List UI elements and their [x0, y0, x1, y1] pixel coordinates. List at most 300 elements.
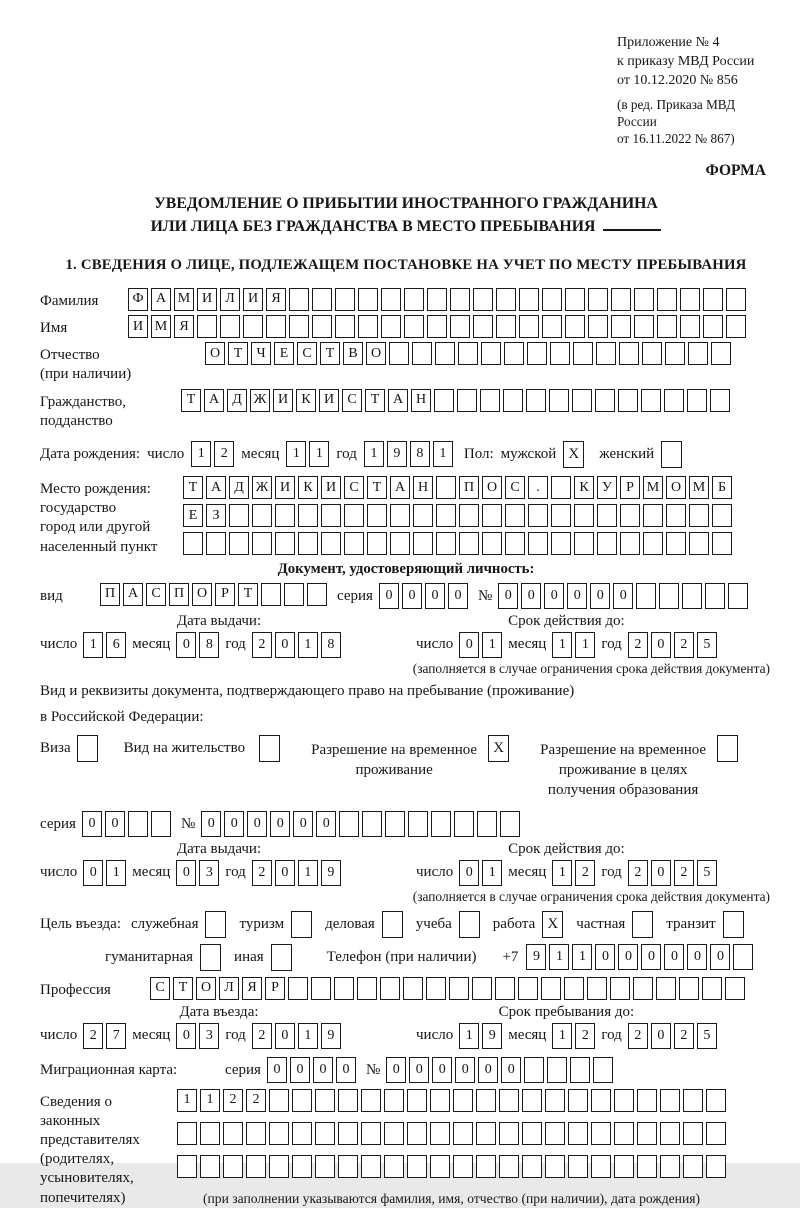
representatives-row2-cell[interactable] [407, 1122, 427, 1145]
profession-cell[interactable] [380, 977, 400, 1000]
profession-cell[interactable] [334, 977, 354, 1000]
birthplace-row3-cell[interactable] [712, 532, 732, 555]
birthplace-row3-cell[interactable] [275, 532, 295, 555]
surname-cell[interactable] [335, 288, 355, 311]
representatives-row3-cell[interactable] [591, 1155, 611, 1178]
birthplace-row1-cell[interactable]: К [574, 476, 594, 499]
name-cell[interactable] [381, 315, 401, 338]
year-cell[interactable]: 9 [321, 860, 341, 886]
name-cell[interactable] [220, 315, 240, 338]
year-cell[interactable]: 2 [252, 860, 272, 886]
profession-cell[interactable] [702, 977, 722, 1000]
birthplace-row2-cell[interactable] [482, 504, 502, 527]
year-cell[interactable]: 0 [651, 632, 671, 658]
representatives-row1-cell[interactable]: 1 [200, 1089, 220, 1112]
patronymic-cell[interactable] [481, 342, 501, 365]
identity-doc-series-cell[interactable]: 0 [379, 583, 399, 609]
identity-doc-number-cell[interactable]: 0 [613, 583, 633, 609]
birthplace-row1-cell[interactable]: Ж [252, 476, 272, 499]
month-cell[interactable]: 1 [552, 1023, 572, 1049]
identity-doc-number-cell[interactable] [705, 583, 725, 609]
name-cell[interactable] [335, 315, 355, 338]
representatives-row1-cell[interactable] [361, 1089, 381, 1112]
surname-cell[interactable]: Я [266, 288, 286, 311]
residence-doc-number-cell[interactable]: 0 [201, 811, 221, 837]
profession-cell[interactable] [541, 977, 561, 1000]
surname-cell[interactable] [312, 288, 332, 311]
representatives-row1-cell[interactable] [545, 1089, 565, 1112]
surname-cell[interactable] [427, 288, 447, 311]
profession-cell[interactable]: Р [265, 977, 285, 1000]
birthplace-row3-cell[interactable] [505, 532, 525, 555]
profession-cell[interactable] [357, 977, 377, 1000]
day-cell[interactable]: 6 [106, 632, 126, 658]
representatives-row3-cell[interactable] [361, 1155, 381, 1178]
birthdate-year-cell[interactable]: 9 [387, 441, 407, 467]
patronymic-cell[interactable] [389, 342, 409, 365]
patronymic-cell[interactable] [619, 342, 639, 365]
year-cell[interactable]: 2 [674, 632, 694, 658]
phone-cell[interactable]: 1 [549, 944, 569, 970]
phone-cell[interactable]: 0 [664, 944, 684, 970]
profession-cell[interactable]: Я [242, 977, 262, 1000]
patronymic-cell[interactable] [458, 342, 478, 365]
representatives-row1-cell[interactable]: 2 [246, 1089, 266, 1112]
patronymic-cell[interactable] [665, 342, 685, 365]
birthplace-row2-cell[interactable] [390, 504, 410, 527]
representatives-row3-cell[interactable] [407, 1155, 427, 1178]
name-cell[interactable] [450, 315, 470, 338]
patronymic-cell[interactable]: Т [228, 342, 248, 365]
representatives-row1-cell[interactable] [568, 1089, 588, 1112]
birthdate-year-cell[interactable]: 1 [364, 441, 384, 467]
birthplace-row2-cell[interactable] [620, 504, 640, 527]
representatives-row1-cell[interactable] [660, 1089, 680, 1112]
birthplace-row1-cell[interactable]: Д [229, 476, 249, 499]
surname-cell[interactable] [289, 288, 309, 311]
birthdate-month-cell[interactable]: 1 [309, 441, 329, 467]
surname-cell[interactable] [404, 288, 424, 311]
citizenship-cell[interactable]: А [204, 389, 224, 412]
citizenship-cell[interactable]: А [388, 389, 408, 412]
day-cell[interactable]: 1 [106, 860, 126, 886]
month-cell[interactable]: 3 [199, 860, 219, 886]
representatives-row3-cell[interactable] [683, 1155, 703, 1178]
birthdate-month-cell[interactable]: 1 [286, 441, 306, 467]
citizenship-cell[interactable]: И [273, 389, 293, 412]
year-cell[interactable]: 9 [321, 1023, 341, 1049]
month-cell[interactable]: 0 [176, 860, 196, 886]
profession-cell[interactable] [449, 977, 469, 1000]
patronymic-cell[interactable] [504, 342, 524, 365]
representatives-row1-cell[interactable] [499, 1089, 519, 1112]
identity-doc-kind-cell[interactable]: П [169, 583, 189, 606]
profession-cell[interactable]: С [150, 977, 170, 1000]
representatives-row3-cell[interactable] [292, 1155, 312, 1178]
name-cell[interactable]: И [128, 315, 148, 338]
residence-doc-number-cell[interactable] [477, 811, 497, 837]
citizenship-cell[interactable] [549, 389, 569, 412]
representatives-row2-cell[interactable] [246, 1122, 266, 1145]
residence-doc-number-cell[interactable] [408, 811, 428, 837]
inaya-cell[interactable] [271, 944, 292, 971]
representatives-row1-cell[interactable] [706, 1089, 726, 1112]
birthplace-row2-cell[interactable] [367, 504, 387, 527]
name-cell[interactable] [404, 315, 424, 338]
citizenship-cell[interactable] [595, 389, 615, 412]
residence-doc-number-cell[interactable] [362, 811, 382, 837]
name-cell[interactable] [312, 315, 332, 338]
birthplace-row2-cell[interactable] [643, 504, 663, 527]
residence-doc-number-cell[interactable]: 0 [224, 811, 244, 837]
birthplace-row1-cell[interactable]: К [298, 476, 318, 499]
name-cell[interactable] [358, 315, 378, 338]
sex-male-cell[interactable]: X [563, 441, 584, 468]
profession-cell[interactable] [725, 977, 745, 1000]
year-cell[interactable]: 0 [275, 1023, 295, 1049]
residence-doc-number-cell[interactable] [431, 811, 451, 837]
representatives-row1-cell[interactable] [476, 1089, 496, 1112]
birthplace-row3-cell[interactable] [229, 532, 249, 555]
representatives-row1-cell[interactable] [384, 1089, 404, 1112]
representatives-row3-cell[interactable] [269, 1155, 289, 1178]
representatives-row2-cell[interactable] [683, 1122, 703, 1145]
birthplace-row3-cell[interactable] [620, 532, 640, 555]
representatives-row1-cell[interactable] [522, 1089, 542, 1112]
representatives-row1-cell[interactable] [338, 1089, 358, 1112]
birthplace-row1-cell[interactable]: Н [413, 476, 433, 499]
representatives-row2-cell[interactable] [338, 1122, 358, 1145]
birthplace-row1-cell[interactable]: П [459, 476, 479, 499]
tranzit-cell[interactable] [723, 911, 744, 938]
representatives-row2-cell[interactable] [200, 1122, 220, 1145]
representatives-row2-cell[interactable] [384, 1122, 404, 1145]
representatives-row2-cell[interactable] [223, 1122, 243, 1145]
birthplace-row2-cell[interactable] [574, 504, 594, 527]
surname-cell[interactable] [496, 288, 516, 311]
birthplace-row1-cell[interactable]: Б [712, 476, 732, 499]
residence-permit-cell[interactable] [259, 735, 280, 762]
identity-doc-number-cell[interactable] [682, 583, 702, 609]
birthplace-row1-cell[interactable]: М [689, 476, 709, 499]
surname-cell[interactable] [381, 288, 401, 311]
surname-cell[interactable] [680, 288, 700, 311]
birthdate-year-cell[interactable]: 8 [410, 441, 430, 467]
representatives-row2-cell[interactable] [522, 1122, 542, 1145]
birthplace-row3-cell[interactable] [413, 532, 433, 555]
representatives-row3-cell[interactable] [338, 1155, 358, 1178]
birthdate-day-cell[interactable]: 2 [214, 441, 234, 467]
migration-series-cell[interactable]: 0 [267, 1057, 287, 1083]
birthplace-row3-cell[interactable] [459, 532, 479, 555]
phone-cell[interactable]: 1 [572, 944, 592, 970]
year-cell[interactable]: 2 [628, 1023, 648, 1049]
birthplace-row1-cell[interactable] [436, 476, 456, 499]
representatives-row3-cell[interactable] [430, 1155, 450, 1178]
migration-number-cell[interactable]: 0 [501, 1057, 521, 1083]
day-cell[interactable]: 1 [459, 1023, 479, 1049]
profession-cell[interactable] [564, 977, 584, 1000]
patronymic-cell[interactable]: С [297, 342, 317, 365]
representatives-row2-cell[interactable] [545, 1122, 565, 1145]
year-cell[interactable]: 5 [697, 632, 717, 658]
year-cell[interactable]: 2 [252, 1023, 272, 1049]
citizenship-cell[interactable] [480, 389, 500, 412]
surname-cell[interactable]: А [151, 288, 171, 311]
name-cell[interactable] [565, 315, 585, 338]
identity-doc-number-cell[interactable]: 0 [498, 583, 518, 609]
surname-cell[interactable] [473, 288, 493, 311]
month-cell[interactable]: 0 [176, 1023, 196, 1049]
surname-cell[interactable]: Л [220, 288, 240, 311]
name-cell[interactable] [703, 315, 723, 338]
year-cell[interactable]: 0 [651, 860, 671, 886]
birthplace-row3-cell[interactable] [321, 532, 341, 555]
birthplace-row2-cell[interactable] [505, 504, 525, 527]
migration-number-cell[interactable] [593, 1057, 613, 1083]
birthplace-row1-cell[interactable]: А [390, 476, 410, 499]
sluzhebnaya-cell[interactable] [205, 911, 226, 938]
representatives-row2-cell[interactable] [315, 1122, 335, 1145]
month-cell[interactable]: 8 [199, 632, 219, 658]
migration-number-cell[interactable] [524, 1057, 544, 1083]
identity-doc-kind-cell[interactable]: С [146, 583, 166, 606]
birthplace-row3-cell[interactable] [298, 532, 318, 555]
birthplace-row1-cell[interactable]: У [597, 476, 617, 499]
profession-cell[interactable] [403, 977, 423, 1000]
profession-cell[interactable] [610, 977, 630, 1000]
birthdate-year-cell[interactable]: 1 [433, 441, 453, 467]
identity-doc-number-cell[interactable]: 0 [521, 583, 541, 609]
birthplace-row2-cell[interactable] [666, 504, 686, 527]
surname-cell[interactable] [657, 288, 677, 311]
year-cell[interactable]: 8 [321, 632, 341, 658]
representatives-row2-cell[interactable] [453, 1122, 473, 1145]
day-cell[interactable]: 0 [83, 860, 103, 886]
identity-doc-number-cell[interactable]: 0 [590, 583, 610, 609]
name-cell[interactable]: М [151, 315, 171, 338]
representatives-row3-cell[interactable] [660, 1155, 680, 1178]
birthplace-row2-cell[interactable] [275, 504, 295, 527]
phone-cell[interactable]: 0 [618, 944, 638, 970]
identity-doc-kind-cell[interactable] [284, 583, 304, 606]
birthplace-row1-cell[interactable]: И [321, 476, 341, 499]
birthplace-row2-cell[interactable]: Е [183, 504, 203, 527]
migration-number-cell[interactable]: 0 [409, 1057, 429, 1083]
birthplace-row2-cell[interactable] [528, 504, 548, 527]
citizenship-cell[interactable] [710, 389, 730, 412]
year-cell[interactable]: 0 [651, 1023, 671, 1049]
identity-doc-number-cell[interactable]: 0 [567, 583, 587, 609]
name-cell[interactable] [473, 315, 493, 338]
citizenship-cell[interactable]: Т [365, 389, 385, 412]
representatives-row3-cell[interactable] [223, 1155, 243, 1178]
name-cell[interactable] [496, 315, 516, 338]
citizenship-cell[interactable]: С [342, 389, 362, 412]
birthdate-day-cell[interactable]: 1 [191, 441, 211, 467]
surname-cell[interactable] [726, 288, 746, 311]
identity-doc-kind-cell[interactable]: П [100, 583, 120, 606]
surname-cell[interactable] [565, 288, 585, 311]
patronymic-cell[interactable] [642, 342, 662, 365]
identity-doc-number-cell[interactable] [728, 583, 748, 609]
residence-doc-number-cell[interactable] [500, 811, 520, 837]
name-cell[interactable] [266, 315, 286, 338]
name-cell[interactable] [542, 315, 562, 338]
representatives-row2-cell[interactable] [177, 1122, 197, 1145]
citizenship-cell[interactable]: Ж [250, 389, 270, 412]
migration-number-cell[interactable]: 0 [478, 1057, 498, 1083]
surname-cell[interactable]: И [243, 288, 263, 311]
citizenship-cell[interactable]: Т [181, 389, 201, 412]
year-cell[interactable]: 5 [697, 1023, 717, 1049]
birthplace-row2-cell[interactable] [229, 504, 249, 527]
patronymic-cell[interactable] [596, 342, 616, 365]
year-cell[interactable]: 1 [298, 632, 318, 658]
birthplace-row3-cell[interactable] [528, 532, 548, 555]
birthplace-row2-cell[interactable] [344, 504, 364, 527]
phone-cell[interactable]: 0 [595, 944, 615, 970]
patronymic-cell[interactable]: В [343, 342, 363, 365]
ucheba-cell[interactable] [459, 911, 480, 938]
representatives-row2-cell[interactable] [361, 1122, 381, 1145]
birthplace-row2-cell[interactable]: З [206, 504, 226, 527]
representatives-row2-cell[interactable] [591, 1122, 611, 1145]
surname-cell[interactable] [634, 288, 654, 311]
representatives-row2-cell[interactable] [568, 1122, 588, 1145]
representatives-row1-cell[interactable] [453, 1089, 473, 1112]
birthplace-row3-cell[interactable] [643, 532, 663, 555]
surname-cell[interactable] [703, 288, 723, 311]
residence-doc-number-cell[interactable]: 0 [270, 811, 290, 837]
citizenship-cell[interactable]: И [319, 389, 339, 412]
birthplace-row1-cell[interactable]: О [666, 476, 686, 499]
birthplace-row3-cell[interactable] [206, 532, 226, 555]
representatives-row3-cell[interactable] [614, 1155, 634, 1178]
name-cell[interactable] [634, 315, 654, 338]
day-cell[interactable]: 2 [83, 1023, 103, 1049]
migration-series-cell[interactable]: 0 [290, 1057, 310, 1083]
birthplace-row3-cell[interactable] [183, 532, 203, 555]
representatives-row3-cell[interactable] [453, 1155, 473, 1178]
birthplace-row1-cell[interactable]: Р [620, 476, 640, 499]
representatives-row3-cell[interactable] [315, 1155, 335, 1178]
day-cell[interactable]: 0 [459, 632, 479, 658]
identity-doc-kind-cell[interactable] [307, 583, 327, 606]
patronymic-cell[interactable] [711, 342, 731, 365]
patronymic-cell[interactable]: Ч [251, 342, 271, 365]
surname-cell[interactable] [519, 288, 539, 311]
birthplace-row2-cell[interactable] [689, 504, 709, 527]
residence-doc-number-cell[interactable]: 0 [247, 811, 267, 837]
identity-doc-kind-cell[interactable]: Р [215, 583, 235, 606]
visa-cell[interactable] [77, 735, 98, 762]
representatives-row2-cell[interactable] [614, 1122, 634, 1145]
birthplace-row3-cell[interactable] [436, 532, 456, 555]
representatives-row3-cell[interactable] [200, 1155, 220, 1178]
birthplace-row2-cell[interactable] [252, 504, 272, 527]
identity-doc-number-cell[interactable] [659, 583, 679, 609]
representatives-row3-cell[interactable] [499, 1155, 519, 1178]
birthplace-row1-cell[interactable]: М [643, 476, 663, 499]
year-cell[interactable]: 0 [275, 860, 295, 886]
patronymic-cell[interactable] [527, 342, 547, 365]
representatives-row2-cell[interactable] [430, 1122, 450, 1145]
birthplace-row2-cell[interactable] [298, 504, 318, 527]
temp-residence-education-cell[interactable] [717, 735, 738, 762]
birthplace-row1-cell[interactable]: С [344, 476, 364, 499]
representatives-row3-cell[interactable] [637, 1155, 657, 1178]
residence-doc-series-cell[interactable]: 0 [82, 811, 102, 837]
surname-cell[interactable] [611, 288, 631, 311]
residence-doc-number-cell[interactable] [385, 811, 405, 837]
day-cell[interactable]: 1 [482, 860, 502, 886]
birthplace-row1-cell[interactable]: . [528, 476, 548, 499]
birthplace-row1-cell[interactable]: А [206, 476, 226, 499]
birthplace-row1-cell[interactable]: С [505, 476, 525, 499]
patronymic-cell[interactable]: О [366, 342, 386, 365]
birthplace-row3-cell[interactable] [597, 532, 617, 555]
month-cell[interactable]: 0 [176, 632, 196, 658]
name-cell[interactable] [243, 315, 263, 338]
representatives-row1-cell[interactable] [407, 1089, 427, 1112]
day-cell[interactable]: 0 [459, 860, 479, 886]
identity-doc-kind-cell[interactable]: Т [238, 583, 258, 606]
name-cell[interactable] [289, 315, 309, 338]
residence-doc-number-cell[interactable]: 0 [316, 811, 336, 837]
migration-number-cell[interactable]: 0 [455, 1057, 475, 1083]
profession-cell[interactable] [288, 977, 308, 1000]
birthplace-row3-cell[interactable] [252, 532, 272, 555]
birthplace-row1-cell[interactable]: Т [183, 476, 203, 499]
surname-cell[interactable]: Ф [128, 288, 148, 311]
profession-cell[interactable] [472, 977, 492, 1000]
migration-number-cell[interactable]: 0 [386, 1057, 406, 1083]
representatives-row1-cell[interactable] [315, 1089, 335, 1112]
citizenship-cell[interactable] [572, 389, 592, 412]
profession-cell[interactable] [518, 977, 538, 1000]
patronymic-cell[interactable]: Е [274, 342, 294, 365]
year-cell[interactable]: 1 [298, 860, 318, 886]
citizenship-cell[interactable] [664, 389, 684, 412]
representatives-row1-cell[interactable]: 2 [223, 1089, 243, 1112]
birthplace-row3-cell[interactable] [551, 532, 571, 555]
birthplace-row2-cell[interactable] [413, 504, 433, 527]
year-cell[interactable]: 2 [628, 632, 648, 658]
identity-doc-kind-cell[interactable]: О [192, 583, 212, 606]
year-cell[interactable]: 5 [697, 860, 717, 886]
identity-doc-kind-cell[interactable]: А [123, 583, 143, 606]
representatives-row2-cell[interactable] [660, 1122, 680, 1145]
birthplace-row2-cell[interactable] [551, 504, 571, 527]
month-cell[interactable]: 2 [575, 860, 595, 886]
name-cell[interactable] [588, 315, 608, 338]
sex-female-cell[interactable] [661, 441, 682, 468]
delovaya-cell[interactable] [382, 911, 403, 938]
birthplace-row2-cell[interactable] [459, 504, 479, 527]
birthplace-row1-cell[interactable]: О [482, 476, 502, 499]
profession-cell[interactable] [495, 977, 515, 1000]
turizm-cell[interactable] [291, 911, 312, 938]
profession-cell[interactable] [311, 977, 331, 1000]
residence-doc-series-cell[interactable] [151, 811, 171, 837]
representatives-row1-cell[interactable] [683, 1089, 703, 1112]
surname-cell[interactable] [450, 288, 470, 311]
month-cell[interactable]: 1 [552, 632, 572, 658]
identity-doc-kind-cell[interactable] [261, 583, 281, 606]
month-cell[interactable]: 1 [552, 860, 572, 886]
year-cell[interactable]: 2 [252, 632, 272, 658]
